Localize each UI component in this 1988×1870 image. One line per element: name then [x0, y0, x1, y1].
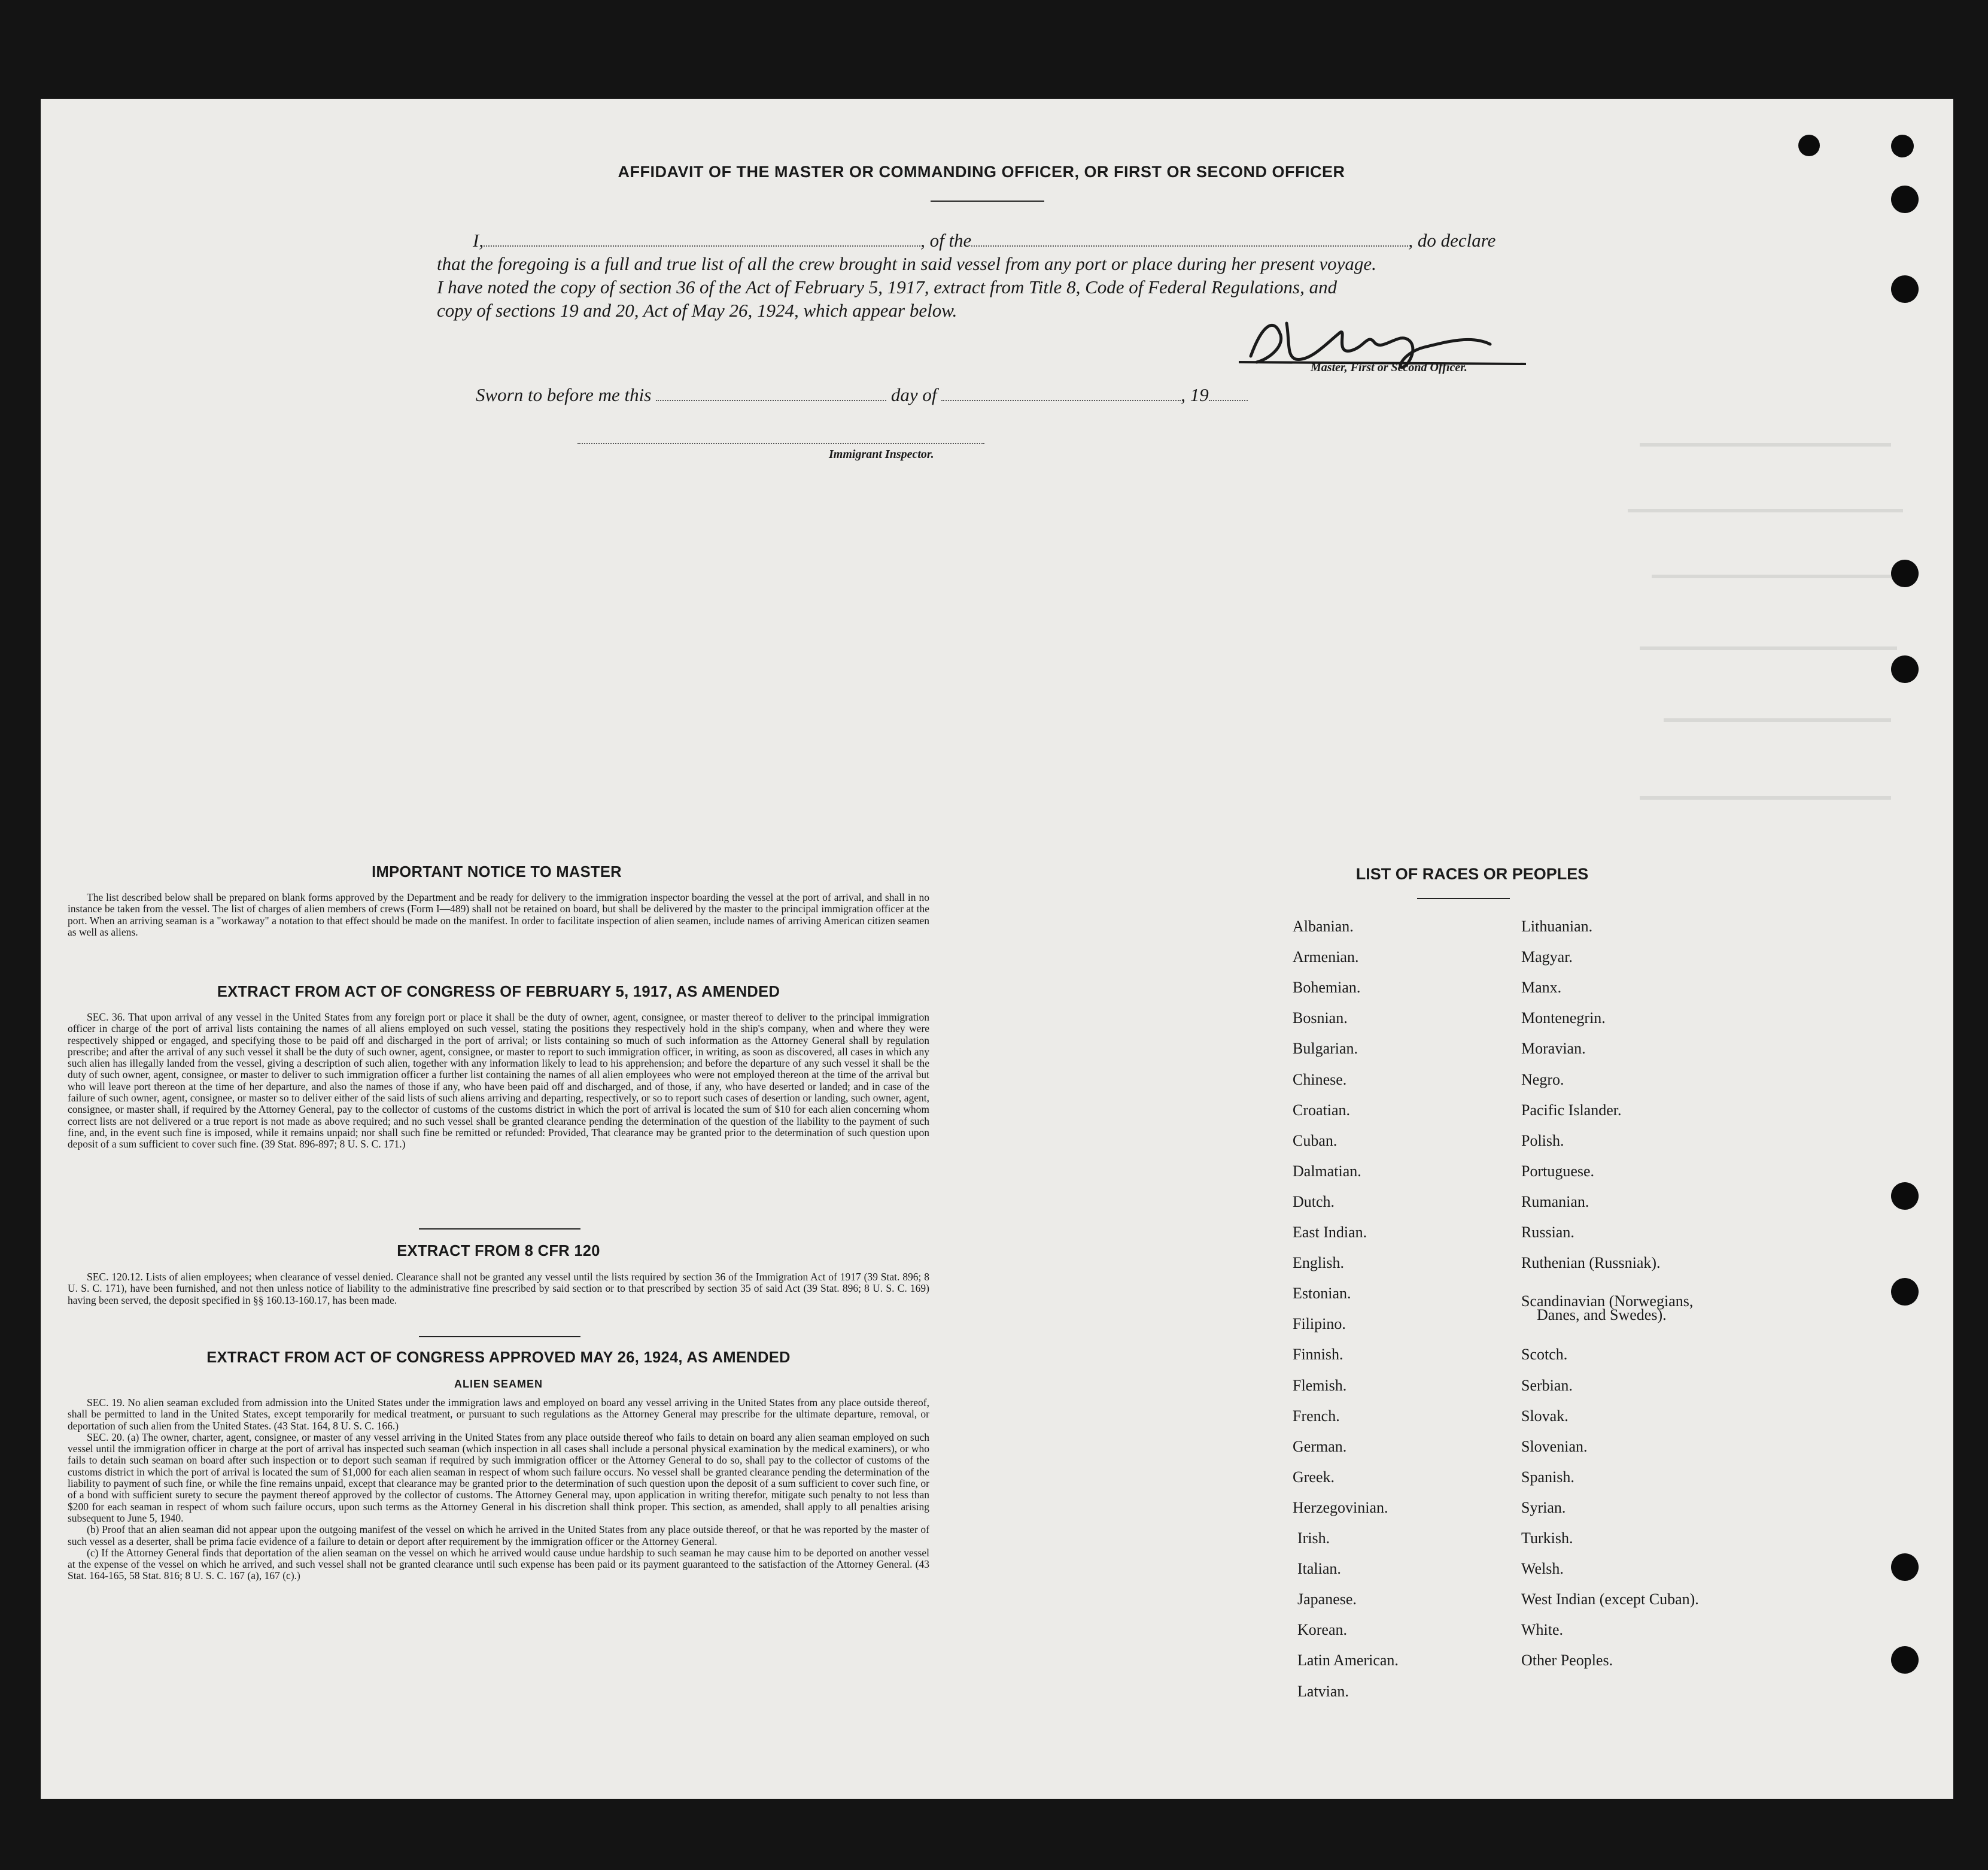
races-rule — [1417, 898, 1510, 899]
race-item: Turkish. — [1521, 1529, 1573, 1547]
declaration-line-1 — [437, 229, 1544, 252]
race-item: Bulgarian. — [1293, 1040, 1358, 1058]
race-item: Russian. — [1521, 1224, 1574, 1241]
extract-1917-text: SEC. 36. That upon arrival of any vessel in the United States from any foreign port or place it shall be the duty of owner, agent, consignee, or master thereof to deliver to the principal immigration officer in charge of the port of arrival lists containing the names of all aliens employed on such vessel, stating the positions they respectively hold in the ship's company, when and where they were respectively shipped or engaged, and specifying those to be paid off and discharged in the port of arrival; or lists containing so much of such information as the Attorney General shall by regulation prescribe; and after the arrival of any such vessel it shall be the duty of such owner, agent, consignee, or master to report to such immigration officer, in writing, as soon as discovered, all cases in which any such alien has illegally landed from the vessel, giving a description of such alien, together with any information likely to lead to his apprehension; and before the departure of any such vessel it shall be the duty of such owner, agent, consignee, or master to deliver to such immigration officer a further list containing the names of all alien employees who were not employed thereon at the time of the arrival but who will leave port thereon at the time of her departure, and also the names of those if any, who have been paid off and discharged, and of those, if any, who have deserted or landed; and in case of the failure of such owner, agent, consignee, or master so to deliver either of the said lists of such aliens arriving and departing, respectively, or so to report such cases of desertion or landing, such owner, agent, consignee, or master shall, if required by the Attorney General, pay to the collector of customs of the customs district in which the port of arrival is located the sum of $10 for each alien concerning whom correct lists are not delivered or a true report is not made as above required; and no such vessel shall be granted clearance pending the determination of the question of the liability to the payment of such fine, and, in the event such fine is imposed, while it remains unpaid; nor shall such fine be remitted or refunded: Provided, That clearance may be granted prior to the determination of such question upon deposit of a sum sufficient to cover such fine. (39 Stat. 896-897; 8 U. S. C. 171.) — [68, 1011, 929, 1150]
race-scandinavian-continued: Danes, and Swedes). — [1537, 1306, 1667, 1323]
inspector-signature-line — [577, 443, 984, 444]
race-item: Albanian. — [1293, 918, 1354, 935]
extract-1924-title: EXTRACT FROM ACT OF CONGRESS APPROVED MAY 26, 1924, AS AMENDED — [206, 1349, 791, 1366]
race-item: Cuban. — [1293, 1131, 1338, 1149]
race-item: Syrian. — [1521, 1498, 1566, 1516]
race-item: Croatian. — [1293, 1101, 1351, 1119]
race-item: Other Peoples. — [1521, 1652, 1613, 1669]
race-item: Italian. — [1297, 1560, 1341, 1578]
affidavit-title: AFFIDAVIT OF THE MASTER OR COMMANDING OFFICER, OR FIRST OR SECOND OFFICER — [618, 163, 1345, 181]
race-item: Rumanian. — [1521, 1192, 1589, 1210]
race-item: Japanese. — [1297, 1590, 1357, 1608]
races-title: LIST OF RACES OR PEOPLES — [1355, 865, 1589, 883]
race-item: Scandinavian (Norwegians, — [1521, 1292, 1694, 1310]
title-rule — [931, 201, 1044, 202]
race-item: Dalmatian. — [1293, 1162, 1361, 1180]
cfr-text: SEC. 120.12. Lists of alien employees; when clearance of vessel denied. Clearance shall not be granted any vessel until the lists required by section 36 of the Immigration Act of 1917 (39 Stat. 896; 8 U. S. C. 171), have been furnished, and not then unless notice of liability to the administrative fine prescribed by said section or to that prescribed by section 35 of said Act (39 Stat. 896; 8 U. S. C. 169) having been served, the deposit specified in §§ 160.13-160.17, has been made. — [68, 1271, 929, 1306]
inspector-caption: Immigrant Inspector. — [829, 448, 934, 461]
race-item: Chinese. — [1293, 1070, 1347, 1088]
race-item: Manx. — [1521, 979, 1562, 997]
race-item: German. — [1293, 1437, 1347, 1455]
race-item: Bohemian. — [1293, 979, 1361, 997]
race-item: Estonian. — [1293, 1285, 1351, 1303]
notice-title: IMPORTANT NOTICE TO MASTER — [372, 864, 622, 881]
race-item: Flemish. — [1293, 1376, 1347, 1394]
name-blank — [484, 231, 920, 247]
race-item: Negro. — [1521, 1070, 1564, 1088]
punch-hole — [1891, 1646, 1919, 1674]
section-19-text: SEC. 19. No alien seaman excluded from admission into the United States under the immigration laws and employed on board any vessel arriving in the United States from any place outside thereof, shall be permitted to land in the United States, except temporarily for medical treatment, or pursuant to such regulations as the Attorney General may prescribe for the ultimate departure, removal, or deportation of such alien from the United States. (43 Stat. 164, 8 U. S. C. 166.) — [68, 1397, 929, 1432]
declaration-i: I, — [473, 230, 484, 251]
signature-caption: Master, First or Second Officer. — [1311, 361, 1467, 374]
race-item: Ruthenian (Russniak). — [1521, 1254, 1661, 1272]
race-item: Lithuanian. — [1521, 918, 1593, 935]
section-20a-text: SEC. 20. (a) The owner, charter, agent, consignee, or master of any vessel arriving in the United States from any place outside thereof who fails to detain on board any alien seaman employed on such vessel until the immigration officer in charge at the port of arrival has inspected such seaman (which inspection in all cases shall include a personal physical examination by the medical examiners), or who fails to detain such seaman on board after such inspection or to deport such seaman if required by such immigration officer or the Attorney General to do so, shall pay to the collector of customs of the customs district in which the port of arrival is located the sum of $1,000 for each alien seaman in respect of whom such failure occurs. No vessel shall be granted clearance pending the determination of the liability to payment of such fine, or while the fine remains unpaid, except that clearance may be granted prior to the determination of such question upon the deposit of a sum sufficient to cover such fine, or of a bond with sufficient surety to secure the payment thereof approved by the collector of customs. The Attorney General may, upon application in writing therefor, mitigate such penalty to not less than $200 for each seaman in respect of whom such failure occurs, upon such terms as the Attorney General in his discretion shall think proper. This section, as amended, shall apply to all penalties arising subsequent to June 5, 1940. — [68, 1431, 929, 1524]
punch-hole — [1891, 275, 1919, 303]
sworn-text: Sworn to before me this — [476, 384, 652, 405]
year-blank — [1209, 385, 1248, 401]
race-item: West Indian (except Cuban). — [1521, 1590, 1699, 1608]
day-of-text: day of — [890, 384, 937, 405]
punch-hole — [1891, 560, 1919, 587]
race-item: English. — [1293, 1254, 1344, 1272]
punch-hole — [1891, 1278, 1919, 1306]
race-item: Serbian. — [1521, 1376, 1573, 1394]
race-item: Latvian. — [1297, 1682, 1349, 1700]
extract-1924-body — [68, 1397, 929, 1582]
race-item: Scotch. — [1521, 1346, 1568, 1364]
punch-hole — [1798, 135, 1820, 156]
race-item: Irish. — [1297, 1529, 1330, 1547]
punch-hole — [1891, 655, 1919, 683]
race-item: Slovenian. — [1521, 1437, 1588, 1455]
race-item: Slovak. — [1521, 1407, 1568, 1425]
race-item: Montenegrin. — [1521, 1009, 1606, 1027]
declaration-line-4: copy of sections 19 and 20, Act of May 26, 1924, which appear below. — [437, 300, 957, 321]
divider — [419, 1336, 580, 1337]
race-item: Armenian. — [1293, 948, 1359, 966]
punch-hole — [1891, 1182, 1919, 1210]
race-item: Finnish. — [1293, 1346, 1343, 1364]
race-item: Dutch. — [1293, 1192, 1335, 1210]
year-prefix: , 19 — [1181, 384, 1209, 405]
race-item: Moravian. — [1521, 1040, 1586, 1058]
race-item: Welsh. — [1521, 1560, 1564, 1578]
race-item: Polish. — [1521, 1131, 1564, 1149]
declaration-line-3: I have noted the copy of section 36 of the Act of February 5, 1917, extract from Title 8, Code of Federal Regulations, and — [437, 277, 1338, 298]
race-item: Korean. — [1297, 1621, 1348, 1639]
race-item: Greek. — [1293, 1468, 1335, 1486]
declaration-of-the: , of the — [920, 230, 972, 251]
day-blank — [656, 385, 886, 401]
race-item: Herzegovinian. — [1293, 1498, 1388, 1516]
race-item: Filipino. — [1293, 1315, 1346, 1333]
section-20b-text: (b) Proof that an alien seaman did not appear upon the outgoing manifest of the vessel on which he arrived in the United States from any place outside thereof, or that he was reported by the master of such vessel as a deserter, shall be prima facie evidence of a failure to detain or deport after requirement by the immigration officer or the Attorney General. — [68, 1523, 929, 1547]
alien-seamen-subtitle: ALIEN SEAMEN — [454, 1378, 543, 1390]
vessel-blank — [971, 231, 1408, 247]
punch-hole — [1891, 186, 1919, 213]
sworn-line — [476, 383, 1248, 406]
notice-text: The list described below shall be prepared on blank forms approved by the Department and be ready for delivery to the immigration inspector boarding the vessel at the port of arrival, and shall in no instance be taken from the vessel. The list of charges of alien members of crews (Form I—489) shall not be retained on board, but shall be delivered by the master to the principal immigration officer at the port. When an arriving seaman is a "workaway" a notation to that effect should be made on the manifest. In order to facilitate inspection of alien seamen, include names of arriving American citizen seamen as well as aliens. — [68, 891, 929, 938]
cfr-title: EXTRACT FROM 8 CFR 120 — [397, 1243, 600, 1259]
race-item: Latin American. — [1297, 1652, 1399, 1669]
race-item: White. — [1521, 1621, 1564, 1639]
section-20c-text: (c) If the Attorney General finds that deportation of the alien seaman on the vessel on which he arrived would cause undue hardship to such seaman he may cause him to be deported on another vessel at the expense of the vessel on which he arrived, and such vessel shall not be granted clearance until such expense has been paid or its payment guaranteed to the satisfaction of the Attorney General. (43 Stat. 164-165, 58 Stat. 816; 8 U. S. C. 167 (a), 167 (c).) — [68, 1546, 929, 1582]
race-item: East Indian. — [1293, 1224, 1367, 1241]
race-item: Magyar. — [1521, 948, 1573, 966]
race-item: Bosnian. — [1293, 1009, 1348, 1027]
race-item: French. — [1293, 1407, 1340, 1425]
race-item: Portuguese. — [1521, 1162, 1595, 1180]
race-item: Spanish. — [1521, 1468, 1574, 1486]
declaration-do-declare: , do declare — [1408, 230, 1496, 251]
extract-1917-title: EXTRACT FROM ACT OF CONGRESS OF FEBRUARY 5, 1917, AS AMENDED — [217, 983, 780, 1000]
race-item: Pacific Islander. — [1521, 1101, 1622, 1119]
divider — [419, 1228, 580, 1230]
punch-hole — [1891, 135, 1914, 157]
punch-hole — [1891, 1553, 1919, 1581]
month-blank — [941, 385, 1181, 401]
declaration-line-2: that the foregoing is a full and true list of all the crew brought in said vessel from any port or place during her present voyage. — [437, 253, 1376, 274]
